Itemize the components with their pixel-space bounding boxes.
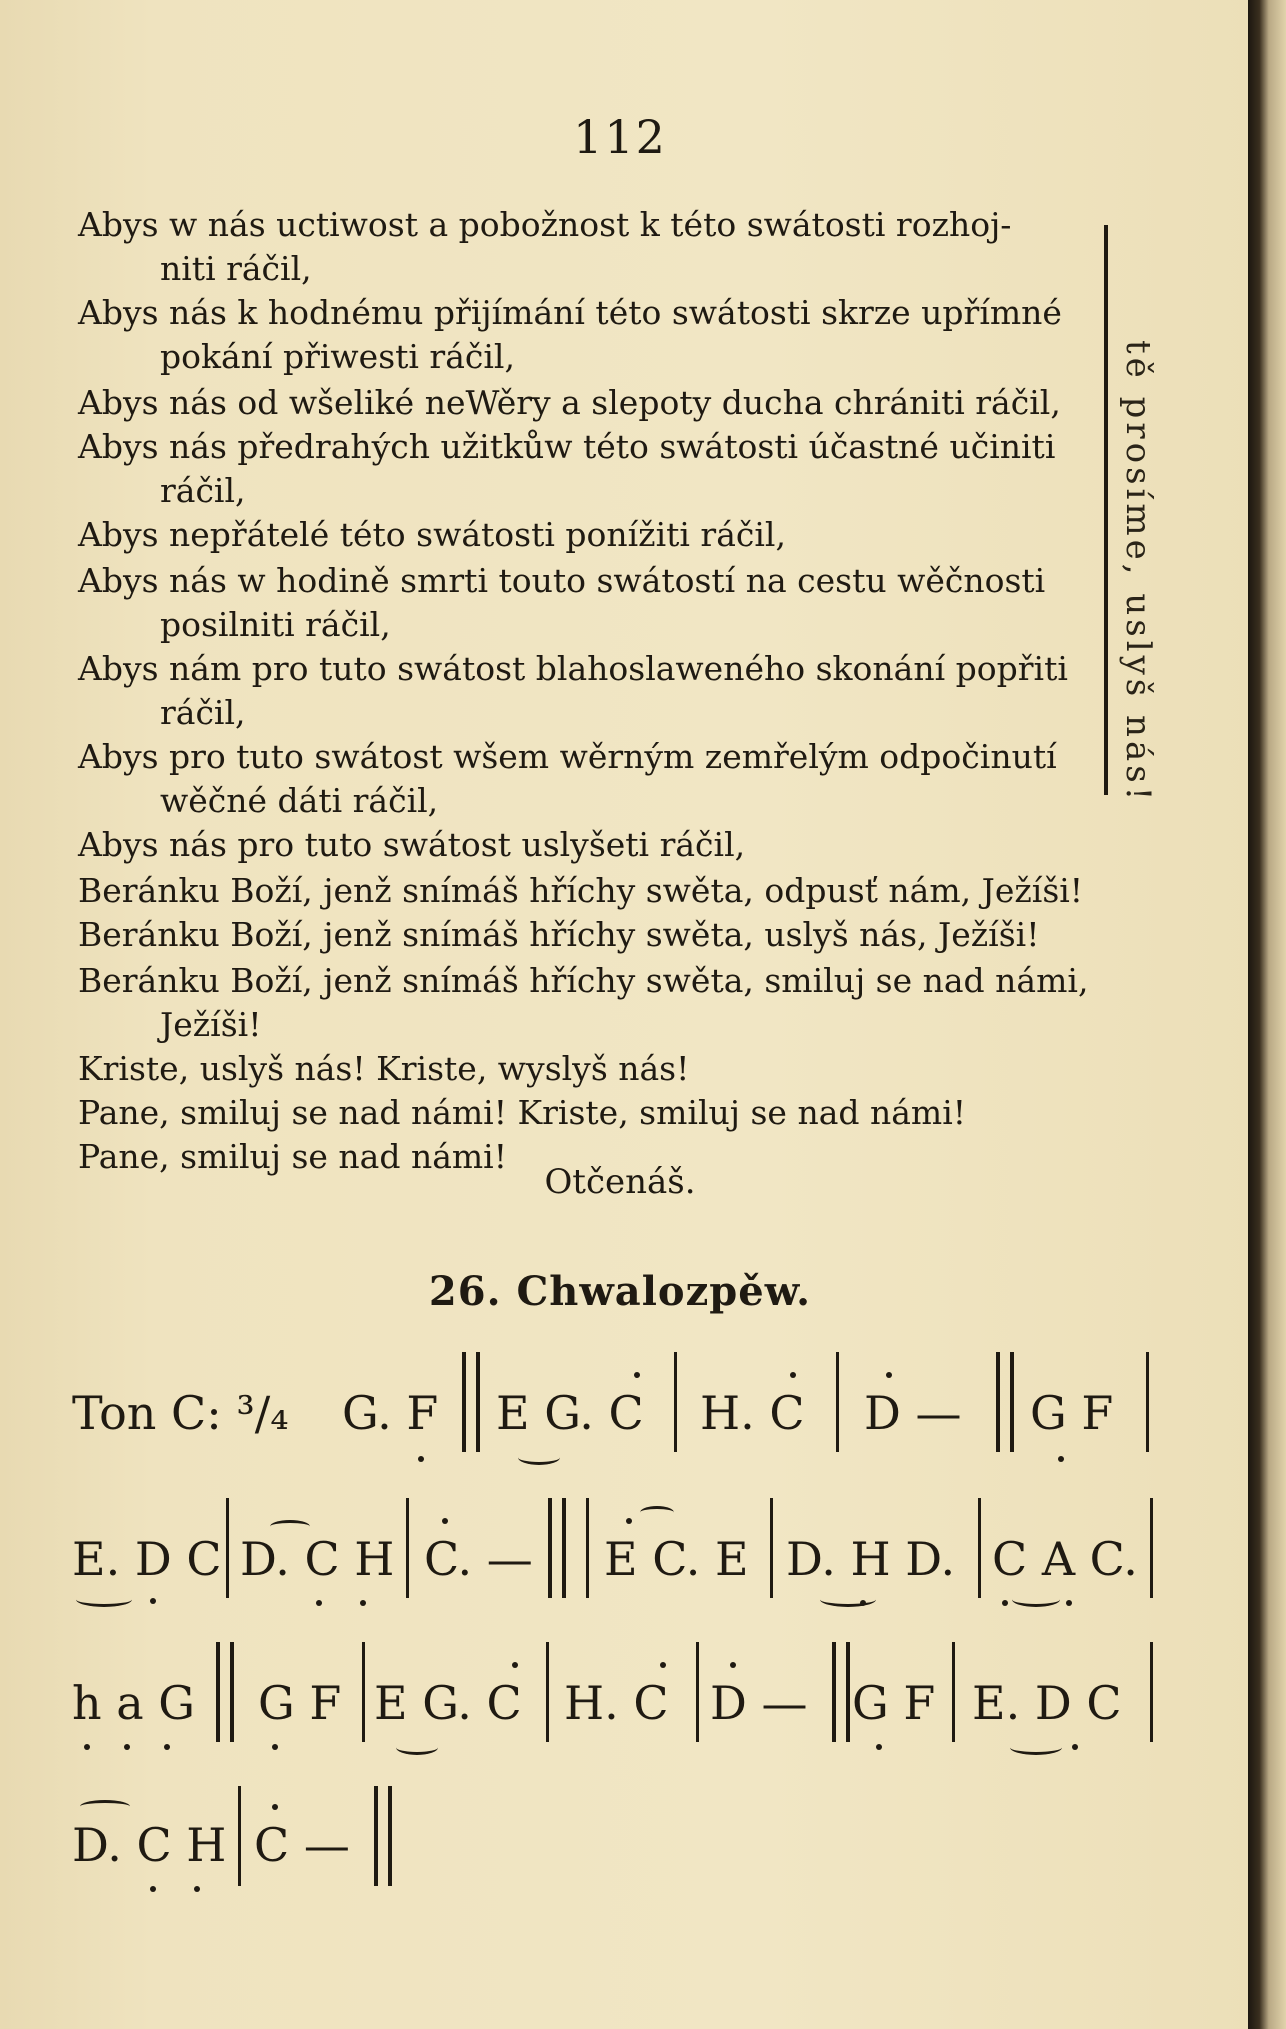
tie [270,1520,310,1533]
octave-dot [790,1372,796,1378]
section-heading: 26. Chwalozpěw. [428,1268,812,1315]
slur [76,1592,132,1607]
music-measure: E. D C [72,1532,222,1586]
music-measure: D — [864,1386,962,1440]
octave-dot [164,1744,170,1750]
slur [518,1450,560,1465]
tie [80,1800,130,1813]
music-measure: C — [254,1818,350,1872]
music-key-signature: Ton C: ³/₄ [72,1386,289,1440]
litany-line: Abys pro tuto swátost wšem wěrným zemřelým odpočinutí [78,737,1057,776]
litany-line: Pane, smiluj se nad námi! Kriste, smiluj se nad námi! [78,1093,967,1132]
octave-dot [730,1662,736,1668]
octave-dot [150,1886,156,1892]
octave-dot [418,1456,424,1462]
barline [1150,1642,1153,1742]
double-barline [832,1642,850,1742]
music-measure: G. F [342,1386,439,1440]
slur [820,1592,876,1607]
octave-dot [512,1662,518,1668]
litany-line: Abys nás w hodině smrti touto swátostí na cestu wěčnosti [78,561,1046,600]
double-barline [216,1642,234,1742]
octave-dot [194,1886,200,1892]
music-measure: D. C H [240,1532,395,1586]
music-measure: H. C [564,1676,669,1730]
octave-dot [84,1744,90,1750]
litany-line: Beránku Boží, jenž snímáš hříchy swěta, uslyš nás, Ježíši! [78,915,1040,954]
side-response: tě prosíme, uslyš nás! [1118,340,1158,805]
music-measure: G F [852,1676,936,1730]
octave-dot [1002,1600,1008,1606]
octave-dot [360,1600,366,1606]
octave-dot [1066,1600,1072,1606]
music-measure: E C. E [604,1532,749,1586]
octave-dot [1058,1456,1064,1462]
octave-dot [626,1518,632,1524]
barline [1150,1498,1153,1598]
slur [1012,1592,1060,1607]
litany-line: Beránku Boží, jenž snímáš hříchy swěta, odpusť nám, Ježíši! [78,871,1084,910]
music-measure: h a G [72,1676,196,1730]
litany-line: ráčil, [160,471,246,510]
double-barline [996,1352,1014,1452]
octave-dot [1072,1744,1078,1750]
litany-line: Abys nám pro tuto swátost blahoslaweného skonání popřiti [78,649,1068,688]
barline [406,1498,409,1598]
barline [952,1642,955,1742]
octave-dot [316,1600,322,1606]
music-measure: C A C. [992,1532,1138,1586]
barline [1146,1352,1149,1452]
response-brace [1104,225,1108,795]
litany-line: wěčné dáti ráčil, [160,781,439,820]
barline [362,1642,365,1742]
barline [674,1352,677,1452]
octave-dot [124,1744,130,1750]
litany-line: Pane, smiluj se nad námi! [78,1137,507,1176]
barline [238,1786,241,1886]
music-measure: H. C [700,1386,805,1440]
octave-dot [150,1598,156,1604]
closing-prayer: Otčenáš. [544,1162,696,1202]
barline [696,1642,699,1742]
litany-line: Beránku Boží, jenž snímáš hříchy swěta, smiluj se nad námi, [78,961,1089,1000]
tie [640,1506,674,1519]
music-measure: E. D C [972,1676,1122,1730]
octave-dot [442,1518,448,1524]
music-measure: G F [258,1676,342,1730]
music-measure: D. H D. [786,1532,956,1586]
litany-line: Abys nás od wšeliké neWěry a slepoty ducha chrániti ráčil, [78,383,1061,422]
barline [770,1498,773,1598]
slur [1010,1740,1062,1755]
octave-dot [634,1372,640,1378]
music-measure: E G. C [374,1676,522,1730]
barline [978,1498,981,1598]
octave-dot [860,1600,866,1606]
litany-line: Abys w nás uctiwost a pobožnost k této swátosti rozhoj- [78,205,1012,244]
litany-line: Abys nepřátelé této swátosti ponížiti ráčil, [78,515,786,554]
litany-line: Ježíši! [160,1005,262,1044]
double-barline [548,1498,566,1598]
barline [546,1642,549,1742]
litany-line: pokání přiwesti ráčil, [160,337,515,376]
litany-line: Kriste, uslyš nás! Kriste, wyslyš nás! [78,1049,690,1088]
barline [836,1352,839,1452]
litany-line: ráčil, [160,693,246,732]
music-measure: D. C H [72,1818,227,1872]
music-measure: C. — [424,1532,533,1586]
litany-line: Abys nás pro tuto swátost uslyšeti ráčil, [78,825,746,864]
book-gutter [1248,0,1286,2029]
litany-line: posilniti ráčil, [160,605,391,644]
octave-dot [886,1372,892,1378]
barline [586,1498,589,1598]
page-number: 112 [573,110,667,164]
music-measure: G F [1030,1386,1114,1440]
music-measure: E G. C [496,1386,644,1440]
barline [226,1498,229,1598]
octave-dot [660,1662,666,1668]
music-measure: D — [710,1676,808,1730]
double-barline [462,1352,480,1452]
litany-line: Abys nás k hodnému přijímání této swátosti skrze upřímné [78,293,1062,332]
octave-dot [272,1804,278,1810]
litany-line: niti ráčil, [160,249,312,288]
slur [396,1740,438,1755]
litany-line: Abys nás předrahých užitkůw této swátosti účastné učiniti [78,427,1056,466]
octave-dot [272,1744,278,1750]
octave-dot [876,1744,882,1750]
double-barline [374,1786,392,1886]
